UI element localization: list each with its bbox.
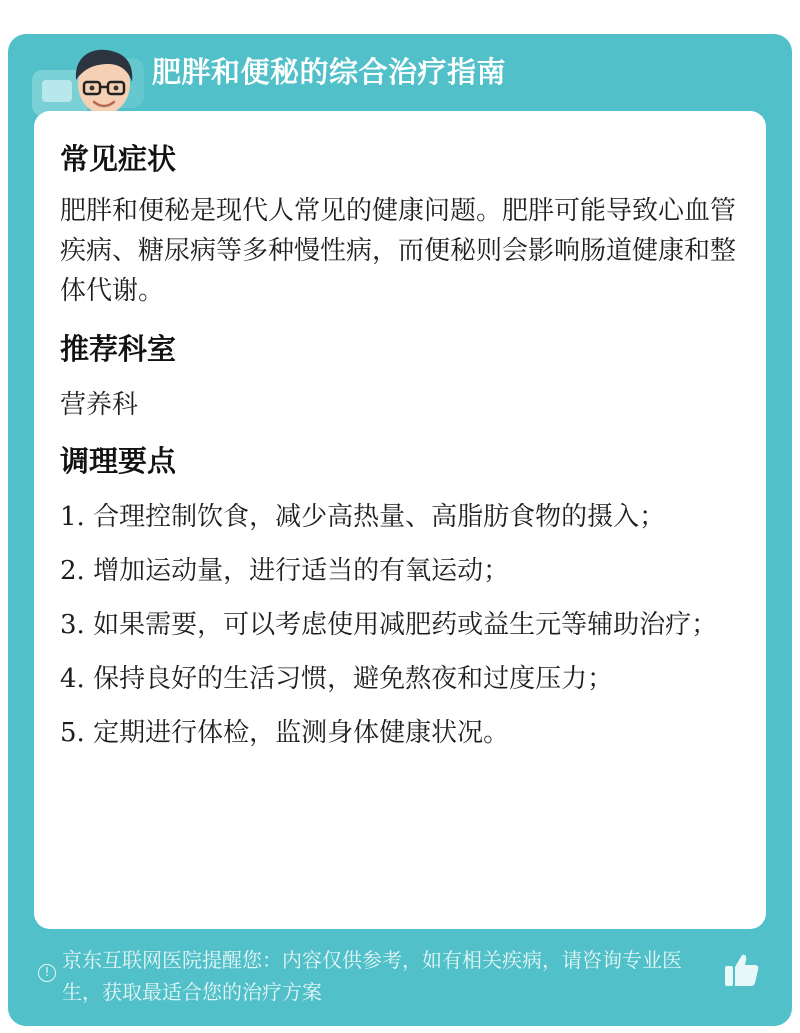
list-item — [60, 605, 740, 645]
list-item — [60, 659, 740, 699]
list-item-text: 合理控制饮食，减少高热量、高脂肪食物的摄入； — [93, 502, 666, 532]
list-item-number: 5. — [60, 718, 85, 748]
list-item — [60, 713, 740, 753]
list-item-text: 保持良好的生活习惯，避免熬夜和过度压力； — [93, 664, 614, 694]
list-item-number: 3. — [60, 610, 85, 640]
department-text: 营养科 — [60, 390, 139, 420]
page-title: 肥胖和便秘的综合治疗指南 — [152, 55, 507, 89]
list-item — [60, 551, 740, 591]
guide-card — [8, 34, 792, 1026]
list-item — [60, 497, 740, 537]
list-item-text: 如果需要，可以考虑使用减肥药或益生元等辅助治疗； — [93, 610, 718, 640]
list-item-number: 4. — [60, 664, 85, 694]
disclaimer-text: 京东互联网医院提醒您：内容仅供参考，如有相关疾病，请咨询专业医生，获取最适合您的治疗方案 — [62, 948, 682, 1004]
section-heading-tips: 调理要点 — [60, 444, 177, 478]
section-heading-department: 推荐科室 — [60, 332, 177, 366]
list-item-text: 增加运动量，进行适当的有氧运动； — [93, 556, 510, 586]
tips-list — [60, 497, 740, 753]
disclaimer — [36, 944, 716, 1008]
list-item-text: 定期进行体检，监测身体健康状况。 — [93, 718, 510, 748]
list-item-number: 2. — [60, 556, 85, 586]
content-panel — [34, 111, 766, 929]
info-icon: ! — [38, 964, 56, 982]
thumbs-up-icon[interactable] — [722, 950, 762, 990]
section-heading-symptoms: 常见症状 — [60, 142, 177, 176]
symptoms-text: 肥胖和便秘是现代人常见的健康问题。肥胖可能导致心血管疾病、糖尿病等多种慢性病，而便秘则会影响肠道健康和整体代谢。 — [60, 196, 737, 306]
list-item-number: 1. — [60, 502, 85, 532]
